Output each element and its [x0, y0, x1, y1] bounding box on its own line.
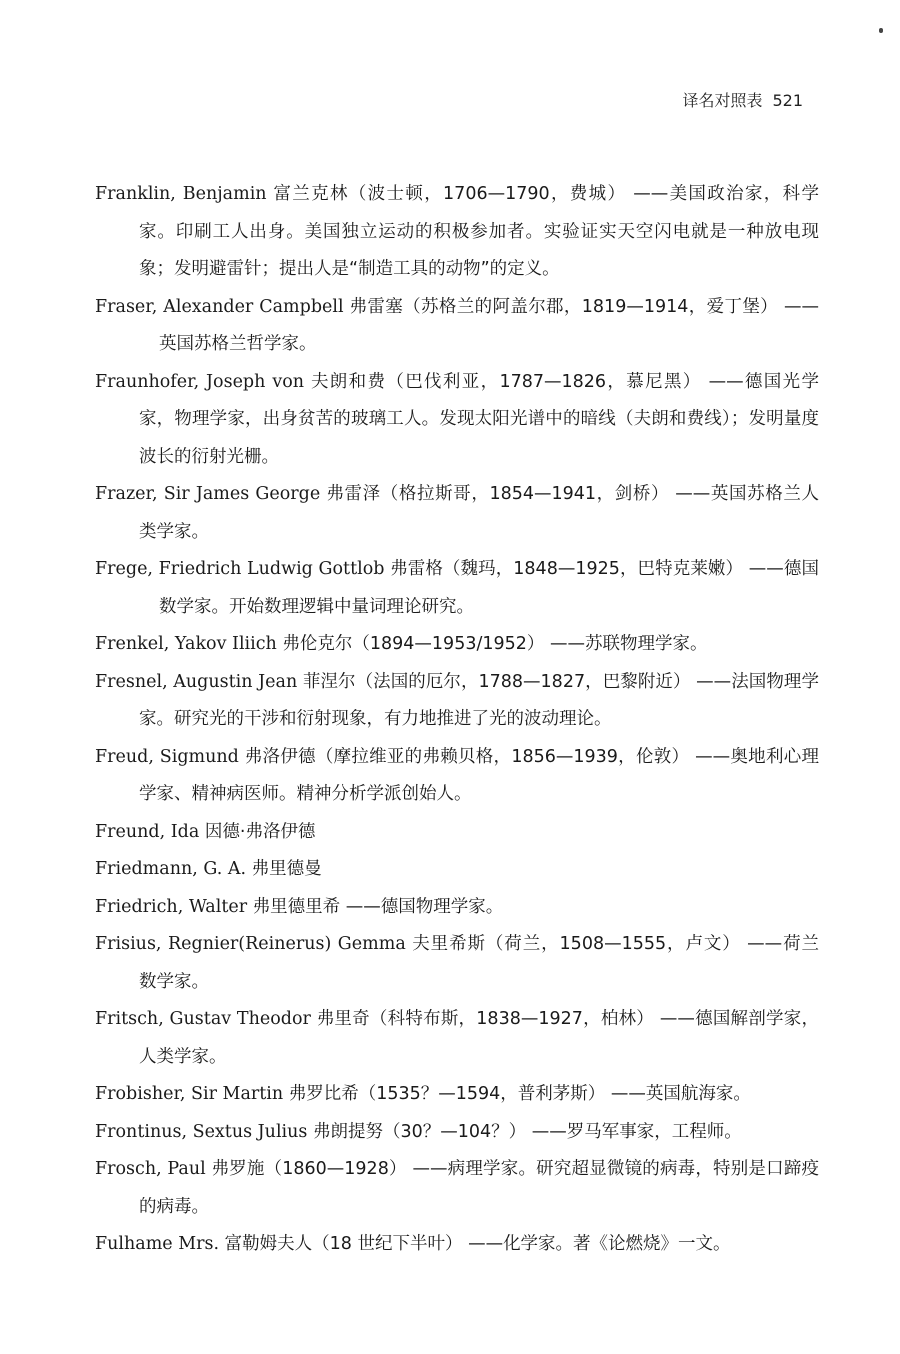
entry-description: ——奥地利心理学家、精神病医师。精神分析学派创始人。 [139, 746, 819, 804]
glossary-entry [95, 1226, 819, 1264]
entry-translated-name: 弗里德里希 [252, 896, 341, 917]
entry-translated-name: 弗朗提努（30？—104？） [312, 1121, 527, 1142]
entry-translated-name: 富兰克林（波士顿，1706—1790，费城） [273, 184, 627, 204]
entry-original-name: Freund, Ida [95, 821, 200, 842]
entry-translated-name: 弗罗施（1860—1928） [211, 1159, 407, 1179]
glossary-entry [95, 1114, 819, 1152]
glossary-entry [95, 851, 819, 889]
entry-original-name: Frosch, Paul [95, 1159, 206, 1179]
entry-description: ——德国物理学家。 [345, 896, 504, 917]
glossary-entries [95, 176, 819, 1264]
entry-description: ——德国解剖学家，人类学家。 [139, 1009, 819, 1067]
glossary-entry [95, 739, 819, 814]
entry-original-name: Fraunhofer, Joseph von [95, 371, 305, 392]
entry-original-name: Fritsch, Gustav Theodor [95, 1009, 311, 1029]
entry-translated-name: 弗里德曼 [251, 859, 322, 879]
entry-translated-name: 弗洛伊德（摩拉维亚的弗赖贝格，1856—1939，伦敦） [244, 746, 690, 767]
glossary-entry [95, 1001, 819, 1076]
entry-translated-name: 弗伦克尔（1894—1953/1952） [282, 634, 545, 654]
entry-original-name: Friedrich, Walter [95, 896, 248, 917]
entry-translated-name: 夫朗和费（巴伐利亚，1787—1826，慕尼黑） [310, 371, 702, 392]
entry-description: ——法国物理学家。研究光的干涉和衍射现象，有力地推进了光的波动理论。 [139, 671, 819, 729]
entry-translated-name: 弗雷塞（苏格兰的阿盖尔郡，1819—1914，爱丁堡） [349, 296, 779, 317]
entry-description: ——英国航海家。 [610, 1084, 751, 1104]
entry-original-name: Friedmann, G. A. [95, 859, 247, 879]
running-header [682, 88, 803, 111]
entry-translated-name: 弗罗比希（1535？—1594，普利茅斯） [288, 1084, 606, 1104]
entry-original-name: Frenkel, Yakov Iliich [95, 634, 277, 654]
entry-original-name: Freud, Sigmund [95, 746, 239, 767]
entry-translated-name: 菲涅尔（法国的厄尔，1788—1827，巴黎附近） [302, 671, 691, 692]
entry-description: ——苏联物理学家。 [549, 634, 708, 654]
entry-original-name: Fraser, Alexander Campbell [95, 296, 344, 317]
entry-original-name: Franklin, Benjamin [95, 184, 267, 204]
scan-speck [879, 28, 883, 33]
entry-description: ——罗马军事家，工程师。 [531, 1121, 742, 1142]
glossary-entry [95, 889, 819, 927]
entry-original-name: Frontinus, Sextus Julius [95, 1121, 308, 1142]
entry-description: ——荷兰数学家。 [139, 934, 819, 992]
entry-description: ——德国数学家。开始数理逻辑中量词理论研究。 [159, 559, 819, 617]
glossary-entry [95, 814, 819, 852]
glossary-entry [95, 626, 819, 664]
glossary-entry [95, 476, 819, 551]
glossary-entry [95, 1151, 819, 1226]
entry-original-name: Frazer, Sir James George [95, 484, 321, 504]
entry-translated-name: 夫里希斯（荷兰，1508—1555，卢文） [412, 934, 741, 954]
glossary-entry [95, 176, 819, 289]
glossary-entry [95, 364, 819, 477]
entry-description: ——化学家。著《论燃烧》一文。 [468, 1234, 731, 1254]
entry-original-name: Fresnel, Augustin Jean [95, 671, 298, 692]
entry-description: ——英国苏格兰哲学家。 [159, 296, 819, 354]
glossary-entry [95, 926, 819, 1001]
glossary-entry [95, 664, 819, 739]
entry-original-name: Frobisher, Sir Martin [95, 1084, 284, 1104]
entry-translated-name: 富勒姆夫人（18 世纪下半叶） [224, 1234, 463, 1254]
entry-translated-name: 弗雷格（魏玛，1848—1925，巴特克莱嫩） [390, 559, 744, 579]
entry-original-name: Fulhame Mrs. [95, 1234, 220, 1254]
glossary-entry [95, 1076, 819, 1114]
glossary-entry [95, 551, 819, 626]
entry-original-name: Frisius, Regnier(Reinerus) Gemma [95, 934, 406, 954]
entry-translated-name: 因德·弗洛伊德 [204, 821, 316, 842]
entry-translated-name: 弗里奇（科特布斯，1838—1927，柏林） [316, 1009, 655, 1029]
entry-translated-name: 弗雷泽（格拉斯哥，1854—1941，剑桥） [326, 484, 670, 504]
header-title: 译名对照表 [682, 91, 763, 110]
entry-description: ——病理学家。研究超显微镜的病毒，特别是口蹄疫的病毒。 [139, 1159, 820, 1217]
entry-description: ——德国光学家，物理学家，出身贫苦的玻璃工人。发现太阳光谱中的暗线（夫朗和费线）；发明量度波长的衍射光栅。 [139, 371, 819, 467]
entry-original-name: Frege, Friedrich Ludwig Gottlob [95, 559, 385, 579]
glossary-entry [95, 289, 819, 364]
entry-description: ——美国政治家，科学家。印刷工人出身。美国独立运动的积极参加者。实验证实天空闪电就是一种放电现象；发明避雷针；提出人是“制造工具的动物”的定义。 [139, 184, 819, 279]
page-number: 521 [772, 91, 803, 110]
entry-description: ——英国苏格兰人类学家。 [139, 484, 819, 542]
